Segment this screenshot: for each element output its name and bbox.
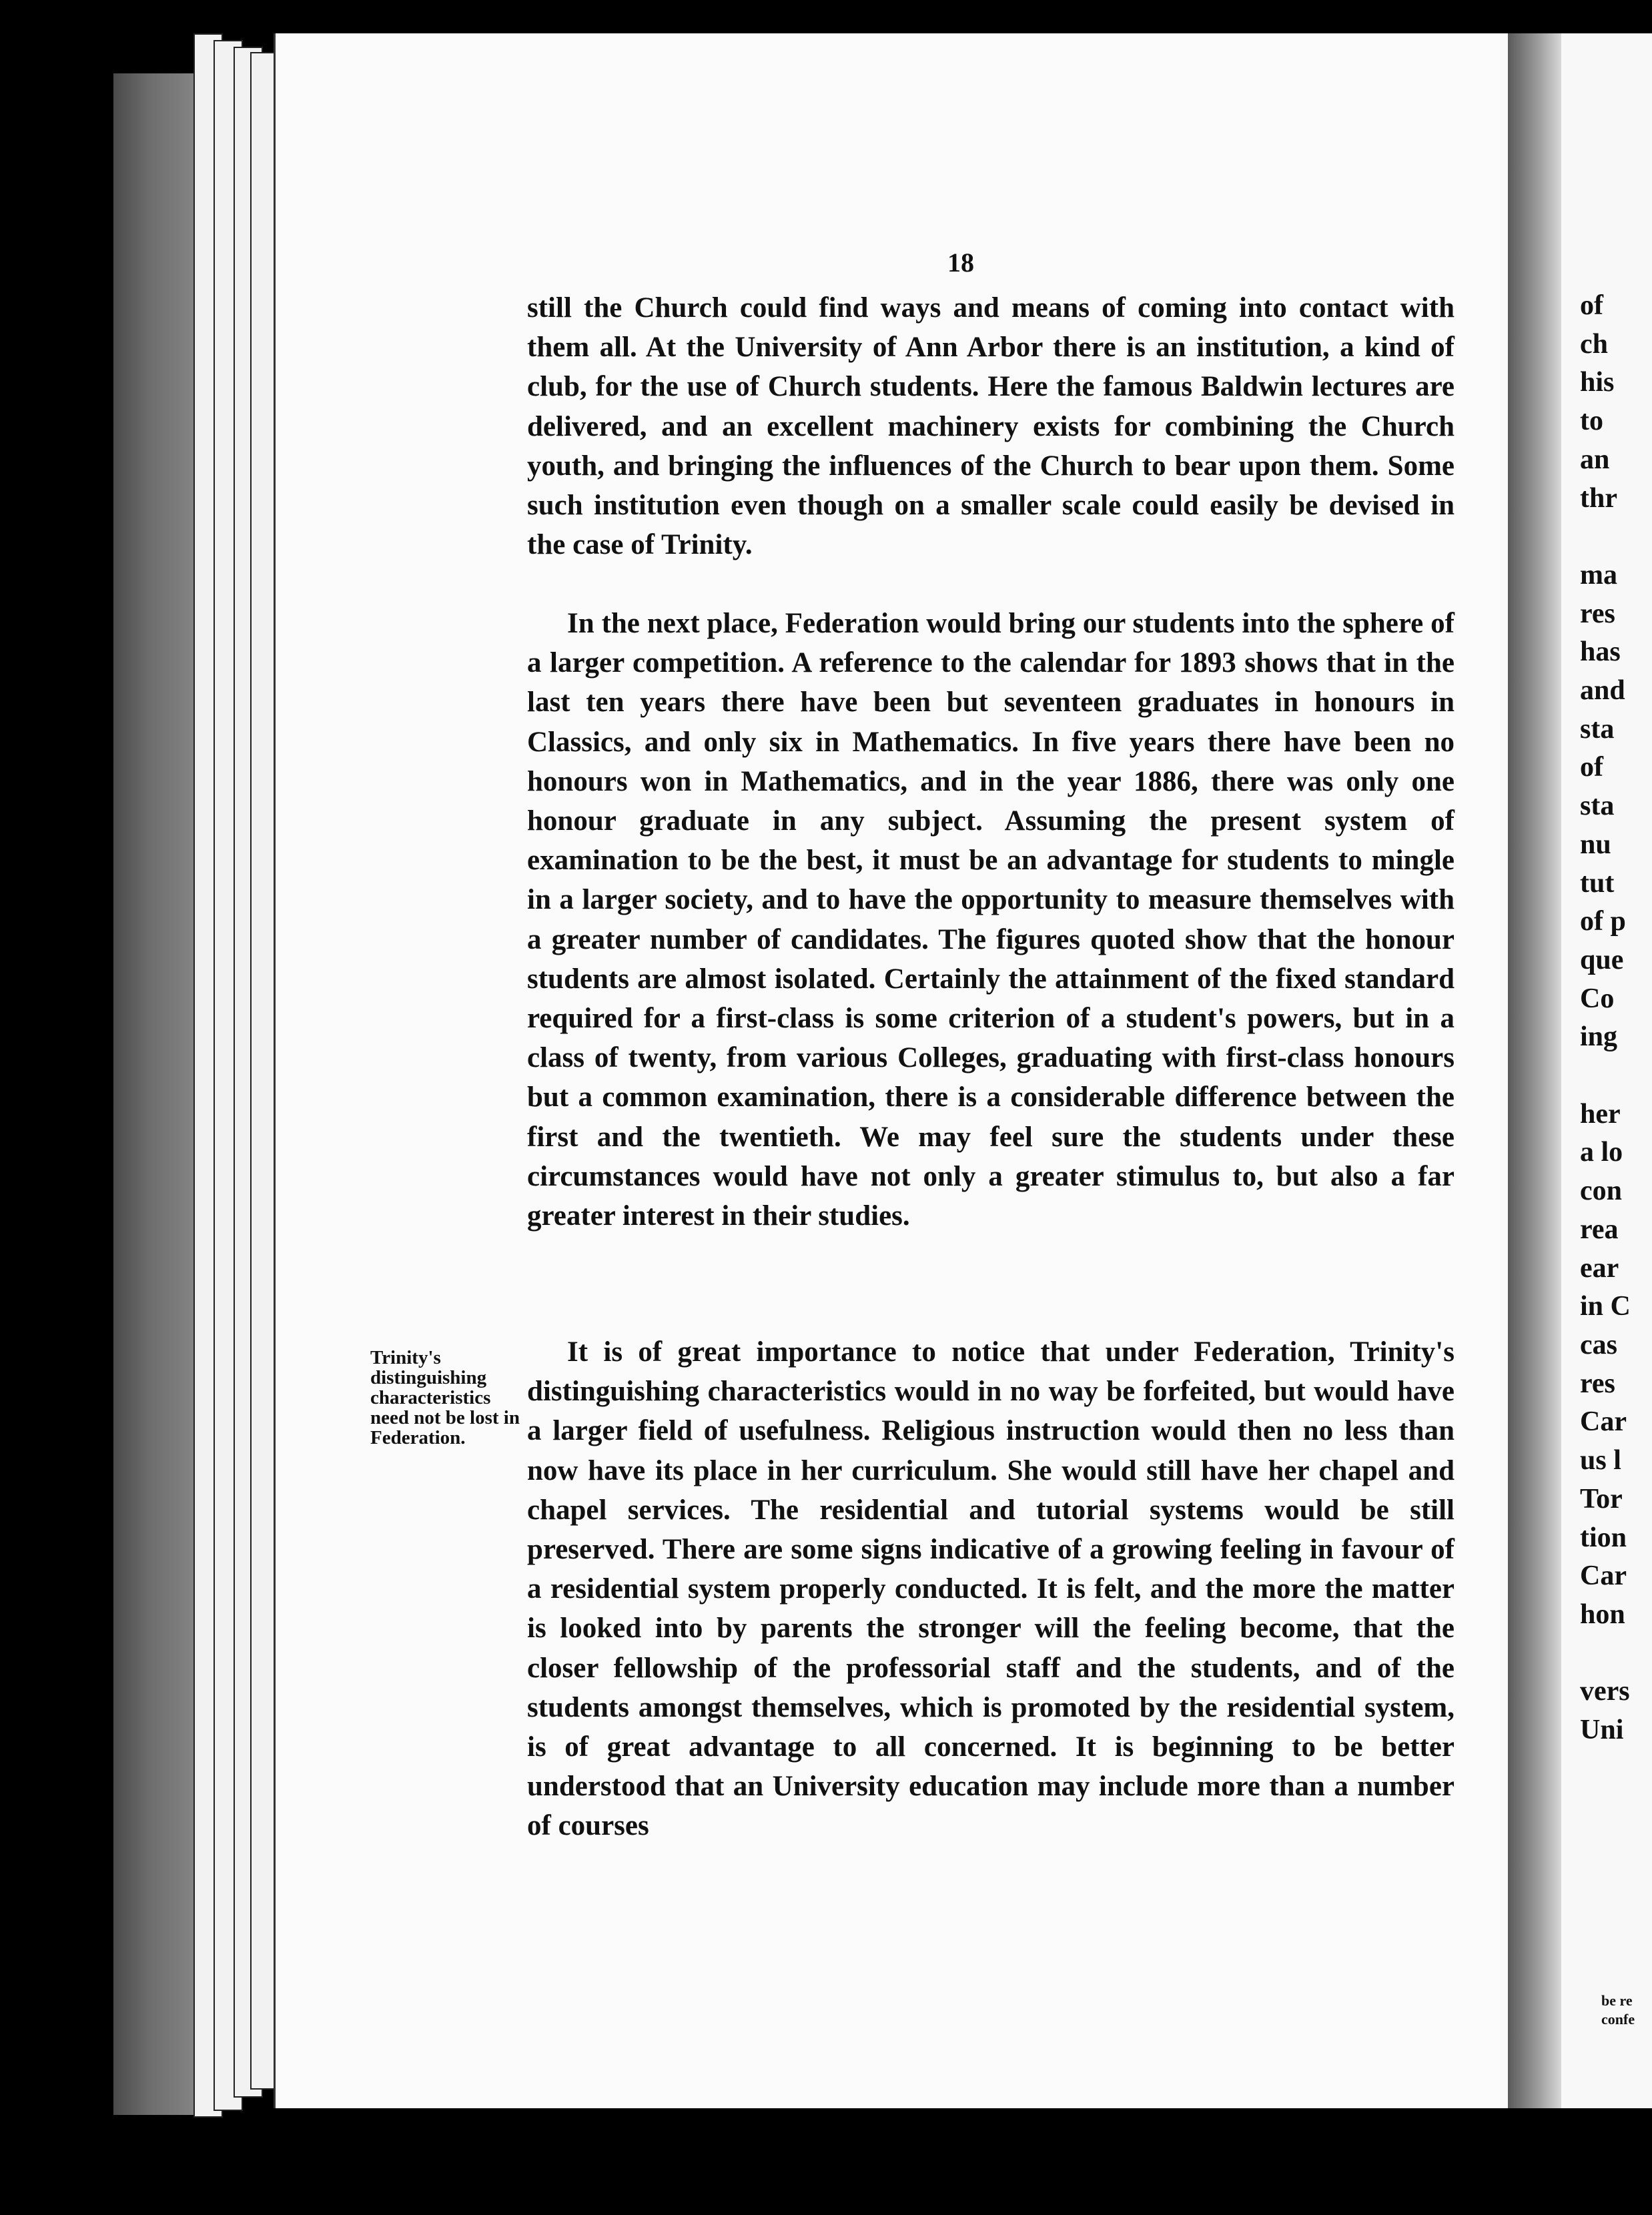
- page-number: 18: [947, 248, 974, 278]
- margin-sidenote: Trinity's distinguishing characteristics need not be lost in Federation.: [370, 1347, 520, 1448]
- facing-page-footnote-fragment: be re confe: [1601, 1992, 1635, 2028]
- paragraph-text: In the next place, Federation would bring our students into the sphere of a larger competition. A reference to the calendar for 1893 shows that in the last ten years there have been but seventeen graduates in honours in Classics, and only six in Mathematics. In five years there have been no honours won in Mathematics, and in the year 1886, there was only one honour graduate in any subject. Assuming the present system of examination to be the best, it must be an advantage for students to mingle in a larger society, and to have the opportunity to measure themselves with a greater number of candidates. The figures quoted show that the honour students are almost isolated. Certainly the attainment of the fixed standard required for a first-class is some criterion of a student's powers, but in a class of twenty, from various Colleges, graduating with first-class honours but a common examination, there is a considerable difference between the first and the twentieth. We may feel sure the students under these circumstances would have not only a greater stimulus to, but also a far greater interest in their studies.: [527, 608, 1455, 1232]
- body-paragraph-continued: [527, 288, 1455, 564]
- book-cover-shadow: [113, 73, 207, 2115]
- book-gutter: [1508, 33, 1561, 2108]
- paragraph-text: still the Church could find ways and means of coming into contact with them all. At the University of Ann Arbor there is an institution, a kind of club, for the use of Church students. Here the famous Baldwin lectures are delivered, and an excellent machinery exists for combining the Church youth, and bringing the influences of the Church to bear upon them. Some such institution even though on a smaller scale could easily be devised in the case of Trinity.: [527, 292, 1455, 561]
- body-paragraph: [527, 1332, 1455, 1846]
- body-paragraph: [527, 604, 1455, 1236]
- facing-page-text-fragments: of ch his to an thr ma res has and sta of sta nu tut of p que Co ing her a lo con rea ear in C cas res Car us l Tor tion Car hon vers Uni: [1580, 290, 1631, 1746]
- paragraph-text: It is of great importance to notice that under Federation, Trinity's distinguishing characteristics would in no way be forfeited, but would have a larger field of usefulness. Religious instruction would then no less than now have its place in her curriculum. She would still have her chapel and chapel services. The residential and tutorial systems would be still preserved. There are some signs indicative of a growing feeling in favour of a residential system properly conducted. It is felt, and the more the matter is looked into by parents the stronger will the feeling become, that the closer fellowship of the professorial staff and the students, and of the students amongst themselves, which is promoted by the residential system, is of great advantage to all concerned. It is beginning to be better understood that an University education may include more than a number of courses: [527, 1336, 1455, 1842]
